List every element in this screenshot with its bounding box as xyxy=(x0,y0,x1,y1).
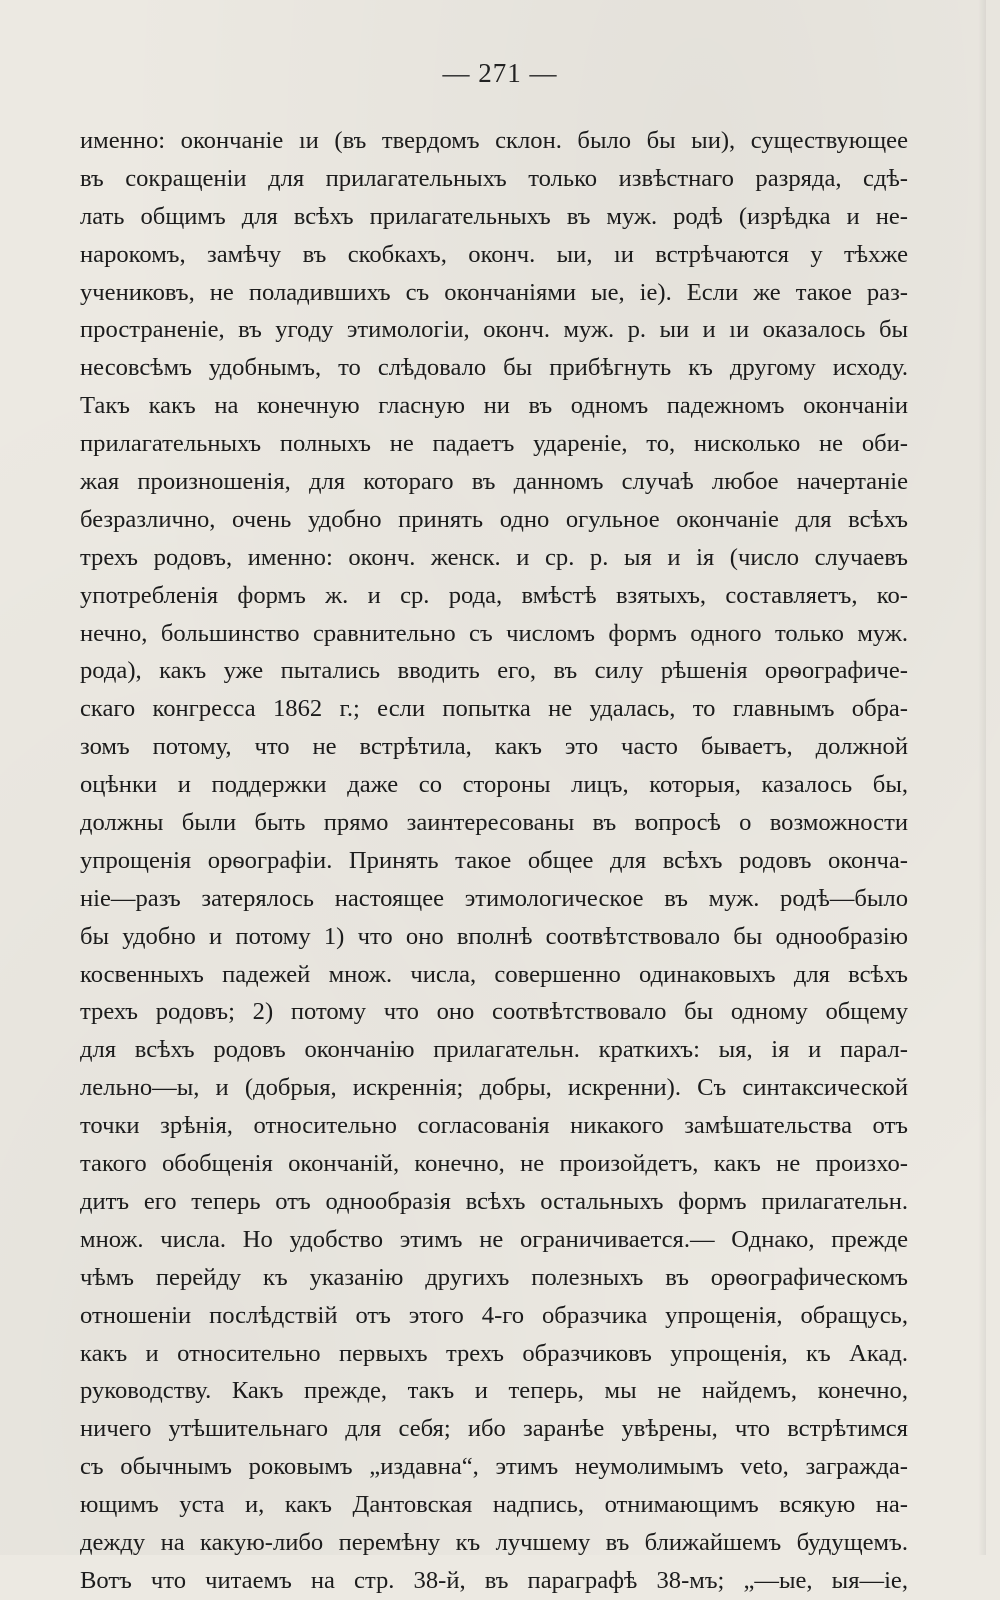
text-line: лельно—ы, и (добрыя, искреннія; добры, искренни). Съ синтаксической xyxy=(80,1074,908,1102)
text-line: рода), какъ уже пытались вводить его, въ силу рѣшенія орѳографиче- xyxy=(80,657,908,685)
text-line: безразлично, очень удобно принять одно огульное окончаніе для всѣхъ xyxy=(80,505,908,533)
text-line: прилагательныхъ полныхъ не падаетъ удареніе, то, нисколько не оби- xyxy=(80,430,908,458)
text-line: какъ и относительно первыхъ трехъ образчиковъ упрощенія, къ Акад. xyxy=(80,1339,908,1367)
text-line: точки зрѣнія, относительно согласованія никакого замѣшательства отъ xyxy=(80,1112,908,1140)
text-line: пространеніе, въ угоду этимологіи, оконч. муж. р. ыи и ıи оказалось бы xyxy=(80,316,908,344)
text-line: нарокомъ, замѣчу въ скобкахъ, оконч. ыи, ıи встрѣчаются у тѣхже xyxy=(80,240,908,268)
text-line: трехъ родовъ; 2) потому что оно соотвѣтствовало бы одному общему xyxy=(80,998,908,1026)
text-line: съ обычнымъ роковымъ „издавна“, этимъ неумолимымъ veto, заграждa- xyxy=(80,1453,908,1481)
text-line: дежду на какую-либо перемѣну къ лучшему въ ближайшемъ будущемъ. xyxy=(80,1528,908,1556)
text-line: несовсѣмъ удобнымъ, то слѣдовало бы прибѣгнуть къ другому исходу. xyxy=(80,354,908,382)
text-line: множ. числа. Но удобство этимъ не ограничивается.— Однако, прежде xyxy=(80,1225,908,1253)
text-line: ніе—разъ затерялось настоящее этимологическое въ муж. родѣ—было xyxy=(80,884,908,912)
text-line: именно: окончаніе ıи (въ твердомъ склон. было бы ыи), существующее xyxy=(80,127,908,154)
text-line: руководству. Какъ прежде, такъ и теперь, мы не найдемъ, конечно, xyxy=(80,1377,908,1405)
text-line: такого обобщенія окончаній, конечно, не произойдетъ, какъ не произхо- xyxy=(80,1150,908,1178)
text-line: въ сокращеніи для прилагательныхъ только извѣстнаго разряда, сдѣ- xyxy=(80,164,908,192)
text-line: зомъ потому, что не встрѣтила, какъ это часто бываетъ, должной xyxy=(80,733,908,761)
text-line: Вотъ что читаемъ на стр. 38-й, въ параграфѣ 38-мъ; „—ые, ыя—ie, xyxy=(80,1566,908,1594)
text-line: оцѣнки и поддержки даже со стороны лицъ, которыя, казалось бы, xyxy=(80,771,908,799)
text-line: ничего утѣшительнаго для себя; ибо заранѣе увѣрены, что встрѣтимся xyxy=(80,1415,908,1443)
text-line: лать общимъ для всѣхъ прилагательныхъ въ муж. родѣ (изрѣдка и не- xyxy=(80,202,908,230)
text-line: отношеніи послѣдствій отъ этого 4-го образчика упрощенія, обращусь, xyxy=(80,1301,908,1329)
text-line: скаго конгресса 1862 г.; если попытка не удалась, то главнымъ обра- xyxy=(80,695,908,723)
text-line: должны были быть прямо заинтересованы въ вопросѣ о возможности xyxy=(80,809,908,837)
text-line: употребленія формъ ж. и ср. рода, вмѣстѣ взятыхъ, составляетъ, ко- xyxy=(80,581,908,609)
text-line: жая произношенія, для котораго въ данномъ случаѣ любое начертаніе xyxy=(80,468,908,496)
text-line: учениковъ, не поладившихъ съ окончаніями ые, ie). Если же такое раз- xyxy=(80,278,908,306)
text-line: Такъ какъ на конечную гласную ни въ одномъ падежномъ окончаніи xyxy=(80,392,908,420)
text-line: ющимъ уста и, какъ Дантовская надпись, отнимающимъ всякую на- xyxy=(80,1491,908,1519)
page-edge-shadow xyxy=(978,0,986,1555)
text-line: бы удобно и потому 1) что оно вполнѣ соотвѣтствовало бы однообразію xyxy=(80,922,908,950)
page-number: — 271 — xyxy=(442,58,558,88)
text-line: для всѣхъ родовъ окончанію прилагательн. краткихъ: ыя, ія и парал- xyxy=(80,1036,908,1064)
text-line: чѣмъ перейду къ указанію другихъ полезныхъ въ орѳографическомъ xyxy=(80,1263,908,1291)
text-line: нечно, большинство сравнительно съ числомъ формъ одного только муж. xyxy=(80,619,908,647)
body-text xyxy=(80,122,908,1600)
text-line: дитъ его теперь отъ однообразія всѣхъ остальныхъ формъ прилагательн. xyxy=(80,1187,908,1215)
text-line: косвенныхъ падежей множ. числа, совершенно одинаковыхъ для всѣхъ xyxy=(80,960,908,988)
text-line: упрощенія орѳографіи. Принять такое общее для всѣхъ родовъ оконча- xyxy=(80,846,908,874)
text-line: трехъ родовъ, именно: оконч. женск. и ср. р. ыя и ія (число случаевъ xyxy=(80,543,908,571)
